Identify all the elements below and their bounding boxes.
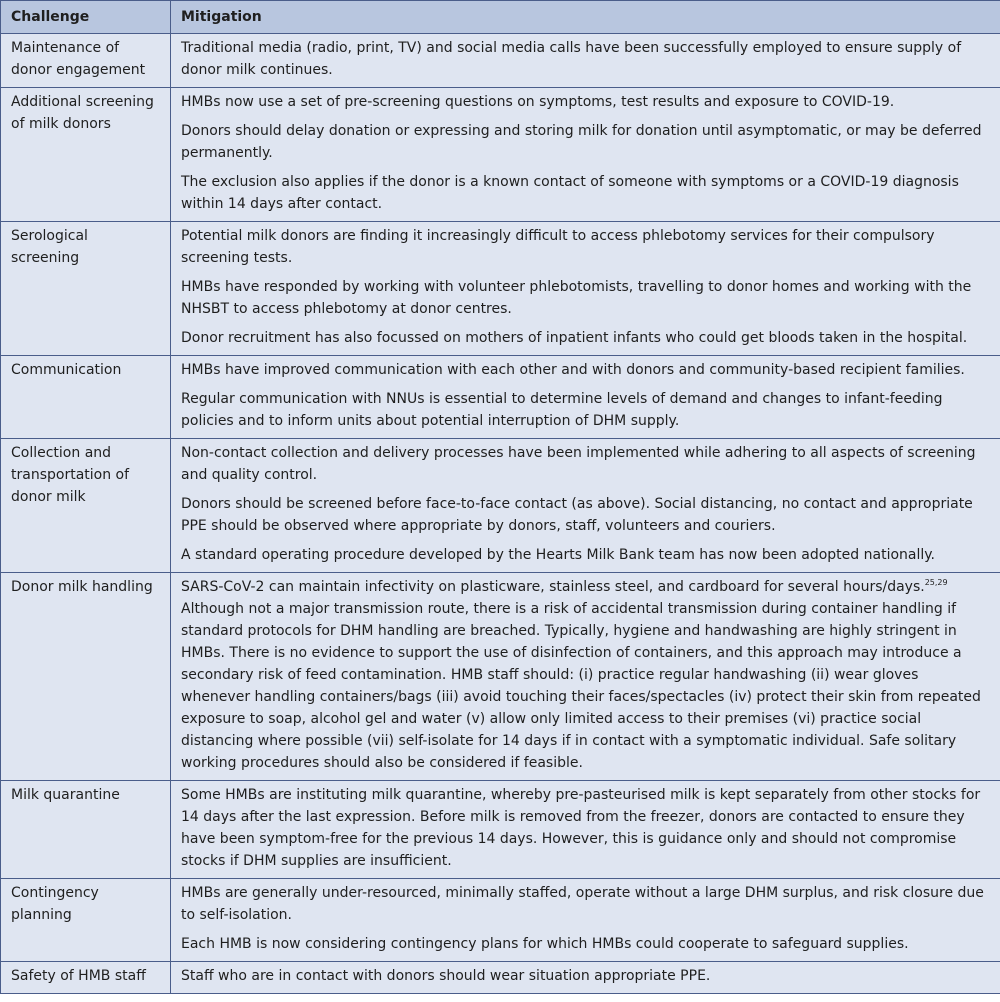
- challenge-cell: Milk quarantine: [1, 781, 171, 879]
- table-row: [1, 962, 1000, 994]
- mitigation-cell: [171, 222, 1000, 356]
- mitigation-paragraph: Donor recruitment has also focussed on mothers of inpatient infants who could get bloods taken in the hospital.: [181, 330, 968, 346]
- mitigation-paragraph: Some HMBs are instituting milk quarantine, whereby pre-pasteurised milk is kept separately from other stocks for 14 days after the last expression. Before milk is removed from the freezer, donors are contacted to ensure they have been symptom-free for the previous 14 days. However, this is guidance only and should not compromise stocks if DHM supplies are insufficient.: [181, 787, 981, 869]
- mitigation-cell: [171, 34, 1000, 88]
- header-challenge: Challenge: [1, 1, 171, 34]
- mitigation-paragraph: Traditional media (radio, print, TV) and social media calls have been successfully employed to ensure supply of donor milk continues.: [181, 40, 962, 78]
- mitigation-paragraph: Potential milk donors are finding it increasingly difficult to access phlebotomy services for their compulsory screening tests.: [181, 228, 935, 266]
- mitigation-paragraph: HMBs now use a set of pre-screening questions on symptoms, test results and exposure to COVID-19.: [181, 94, 895, 110]
- challenge-cell: Communication: [1, 356, 171, 439]
- challenge-cell: Contingency planning: [1, 879, 171, 962]
- table-row: [1, 879, 1000, 962]
- mitigation-cell: [171, 88, 1000, 222]
- header-row: [1, 1, 1000, 34]
- challenge-cell: Collection and transportation of donor milk: [1, 439, 171, 573]
- mitigation-paragraph: Each HMB is now considering contingency plans for which HMBs could cooperate to safeguard supplies.: [181, 936, 909, 952]
- challenge-cell: Additional screening of milk donors: [1, 88, 171, 222]
- table-row: [1, 222, 1000, 356]
- mitigation-paragraph: [181, 576, 990, 774]
- challenge-cell: Donor milk handling: [1, 573, 171, 781]
- table-row: [1, 88, 1000, 222]
- mitigation-paragraph: HMBs have responded by working with volunteer phlebotomists, travelling to donor homes and working with the NHSBT to access phlebotomy at donor centres.: [181, 279, 972, 317]
- challenge-cell: Maintenance of donor engagement: [1, 34, 171, 88]
- mitigation-paragraph: Donors should be screened before face-to-face contact (as above). Social distancing, no contact and appropriate PPE should be observed where appropriate by donors, staff, volunteers and couriers.: [181, 496, 973, 534]
- table-row: [1, 356, 1000, 439]
- mitigation-paragraph: HMBs are generally under-resourced, minimally staffed, operate without a large DHM surplus, and risk closure due to self-isolation.: [181, 885, 984, 923]
- challenge-cell: Serological screening: [1, 222, 171, 356]
- table-row: [1, 439, 1000, 573]
- mitigation-paragraph: A standard operating procedure developed by the Hearts Milk Bank team has now been adopted nationally.: [181, 547, 935, 563]
- table-row: [1, 573, 1000, 781]
- mitigation-cell: [171, 573, 1000, 781]
- mitigation-paragraph: Staff who are in contact with donors should wear situation appropriate PPE.: [181, 968, 711, 984]
- mitigation-cell: [171, 781, 1000, 879]
- mitigation-lead: SARS-CoV-2 can maintain infectivity on plasticware, stainless steel, and cardboard for several hours/days.: [181, 579, 925, 595]
- table-row: [1, 781, 1000, 879]
- mitigation-cell: [171, 962, 1000, 994]
- mitigation-paragraph: Regular communication with NNUs is essential to determine levels of demand and changes to infant-feeding policies and to inform units about potential interruption of DHM supply.: [181, 391, 943, 429]
- mitigation-cell: [171, 439, 1000, 573]
- mitigation-rest: Although not a major transmission route, there is a risk of accidental transmission during container handling if standard protocols for DHM handling are breached. Typically, hygiene and handwashing are highly stringent in HMBs. There is no evidence to support the use of disinfection of containers, and this approach may introduce a secondary risk of feed contamination. HMB staff should: (i) practice regular handwashing (ii) wear gloves whenever handling containers/bags (iii) avoid touching their faces/spectacles (iv) protect their skin from repeated exposure to soap, alcohol gel and water (v) allow only limited access to their premises (vi) practice social distancing where possible (vii) self-isolate for 14 days if in contact with a symptomatic individual. Safe solitary working procedures should also be considered if feasible.: [181, 601, 981, 771]
- mitigation-paragraph: HMBs have improved communication with each other and with donors and community-based recipient families.: [181, 362, 965, 378]
- mitigation-cell: [171, 879, 1000, 962]
- challenge-cell: Safety of HMB staff: [1, 962, 171, 994]
- mitigation-cell: [171, 356, 1000, 439]
- header-mitigation: Mitigation: [171, 1, 1000, 34]
- table-row: [1, 34, 1000, 88]
- reference-superscript: 25,29: [924, 578, 948, 587]
- mitigation-paragraph: Donors should delay donation or expressing and storing milk for donation until asymptomatic, or may be deferred permanently.: [181, 123, 982, 161]
- mitigation-paragraph: The exclusion also applies if the donor is a known contact of someone with symptoms or a COVID-19 diagnosis within 14 days after contact.: [181, 174, 959, 212]
- mitigation-paragraph: Non-contact collection and delivery processes have been implemented while adhering to all aspects of screening and quality control.: [181, 445, 976, 483]
